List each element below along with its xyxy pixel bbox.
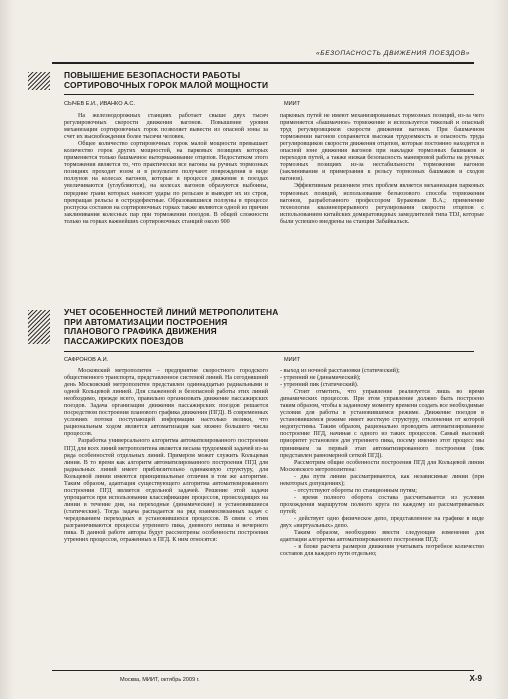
paragraph: парковых путей не имеют механизированных тормозных позиций, из-за чего применяется «башмачное» торможение и используется тяжелый и опасный труд регулировщиков скорости движения вагонов. При башмачном торможении вагонов сохраняется высокая трудоемкость и опасность труда регулировщиков скорости движения отцепов, которые постоянно находятся в опасной зоне движения вагонов при накладке тормозных башмаков и переходов путей, а также низкая безопасность маневровой работы на ручных тормозных позициях из-за нестабильности торможения вагонов (заклинивания и примерзания к рельсу тормозных башмаков и сходов вагонов). [280,113,484,183]
article2-title-rule [64,351,474,352]
article2-title-line: ПРИ АВТОМАТИЗАЦИИ ПОСТРОЕНИЯ [64,316,228,327]
article2-title [64,308,279,346]
article1-title [64,71,268,90]
paragraph: Эффективным решением этих проблем является механизация парковых тормозных позиций, использование безъюзового способа торможения вагонов, разработанного профессором Бураковым В.А.; применение технологии квазинепрерывного регулирования скорости отцепов с использованием китайских домкратовидных замедлителей типа TDJ, которые были успешно внедрены на станции Забайкальск. [280,183,484,225]
paragraph: Рассмотрим общие особенности построения ПГД для Кольцевой линии Московского метрополитена: [280,459,484,473]
list-item: - два пути линии рассматриваются, как независимые линии (при некоторых допущениях); [280,473,484,487]
list-item: - утренний не (динамический); [280,375,361,382]
article1-title-line: ПОВЫШЕНИЕ БЕЗОПАСНОСТИ РАБОТЫ [64,70,241,80]
article1-authors: СЫЧЕВ Е.И., ИВАНКО А.С. [64,101,136,107]
article1-left-column [64,113,268,226]
article2-affiliation: МИИТ [284,357,301,363]
article1-right-column [280,113,484,226]
article2-right-column [280,368,484,558]
list-item: - время полного оборота состава рассчитывается из условия прохождения маршрутом полного круга по каждому из рассматриваемых путей; [280,494,484,515]
paragraph: На железнодорожных станциях работает свыше двух тысяч регулировочных скорости движения вагонов. Повышение уровня механизации сортировочных горок позволяет вывести из опасной зоны за счет их высвобождения более тысячи человек. [64,113,268,141]
list-item: - действует одно физическое депо, представленное на графике в виде двух «виртуальных» депо. [280,515,484,530]
footer-rule [52,670,474,671]
article1-affiliation: МИИТ [284,101,301,107]
paragraph: Разработка универсального алгоритма автоматизированного построения ПГД для всех линий метрополитена является весьма трудоемкой задачей из-за ряда особенностей отдельных линий. Примером может служить Кольцевая линия. В то время как алгоритм автоматизированного построения ПГД для радиальных линий имеет приблизительно одинаковую структуру, для Кольцевой линии имеются принципиальные отличия в том же алгоритме. Таким образом, адаптация существующего алгоритма автоматизированного построения ПГД является отдельной задачей. Решение этой задачи упрощается при использовании классификации процессов, происходящих на линии в течение дня, на переходные (динамические) и установившиеся (статические). Тогда задача распадается на ряд взаимосвязанных задач с чередованием переходных и установившихся процессов. В связи с этим разграничиваются процессы утреннего пика, дневного непика и вечернего пика. В данной работе авторы будут рассмотрены особенности построения утренних процессов, отраженных в ПГД. К ним относятся: [64,438,268,544]
running-head: «БЕЗОПАСНОСТЬ ДВИЖЕНИЯ ПОЕЗДОВ» [316,50,470,57]
article2-left-column [64,368,268,544]
list-item: - отсутствуют обороты по станционным путям; [294,487,417,494]
article2-decor-hatch [28,310,50,344]
article2-title-line: ПЛАНОВОГО ГРАФИКА ДВИЖЕНИЯ [64,326,217,337]
article2-title-line: ПАССАЖИРСКИХ ПОЕЗДОВ [64,335,184,346]
list-item: - в блоке расчета размеров движения учитывать потребное количество составов для каждого пути отдельно; [280,544,484,558]
article2-title-line: УЧЕТ ОСОБЕННОСТЕЙ ЛИНИЙ МЕТРОПОЛИТЕНА [64,307,279,317]
top-rule [52,62,474,64]
paragraph: Общее количество сортировочных горок малой мощности превышает количество горок других мощностей, на парковых позициях которых применяется только башмачное вытормаживание отцепов. Недостатком этого торможения является то, что практически все вагоны на ручных тормозных позициях проходят юзом и в результате получают повреждения в виде ползунов на колесах вагонов, которые в процессе движения в поездах увеличиваются (углубляются), на колесах вагонов образуются выбоины, передние грани которых наносят удары по рельсам и выводят их из строя, превращая рельсы в остродефектные. Образовавшиеся ползуны в процессе роспуска составов на сортировочных горках также являются одной из причин заклинивания колесных пар при торможении поездов. В общей сложности только на горках важнейших сортировочных станций около 900 [64,141,268,225]
page-number: X-9 [469,674,482,683]
list-item: - выход из ночной расстановки (статический); [280,368,400,374]
article1-title-line: СОРТИРОВОЧНЫХ ГОРОК МАЛОЙ МОЩНОСТИ [64,79,269,90]
paragraph: Московский метрополитен – предприятие скоростного городского общественного транспорта, представленное системой линий. На сегодняшний день Московский метрополитен представлен одиннадцатью радиальными и одной Кольцевой линией. Для слаженной и безопасной работы этих линий необходимо, прежде всего, правильно организовать движение пассажирских поездов. Задача организации движения пассажирских поездов решается посредством построения планового графика движения (ПГД). В современных условиях потоки поступающей информации настолько велики, что рациональным ходом является автоматизация как можно большего числа процессов. [64,368,268,438]
footer-text: Москва, МИИТ, октябрь 2009 г. [120,677,200,683]
article1-title-rule [64,94,474,95]
list-item: - утренний пик (статический). [280,382,359,389]
paragraph: Таким образом, необходимо ввести следующие изменения для адаптации алгоритма автоматизированного построения ПГД: [280,530,484,544]
article2-authors: САФРОНОВ А.И. [64,357,109,363]
paragraph: Стоит отметить, что управление реализуется лишь во время динамических процессов. При этом управление должно быть построено таким образом, чтобы к заданному моменту времени создать все необходимые условия для работы в установившемся режиме. Движение поездов в установившемся режиме имеет жесткую структуру, отклонения от которой недопустимы. Таким образом, рационально проводить автоматизированное построение ПГД, начиная с одного из таких процессов. Самый высокий приоритет установлен для утреннего пика, посему именно этот процесс мы принимаем за первый этап автоматизированного построения (пик представлен равномерной сеткой ПГД). [280,389,484,459]
article1-decor-hatch [28,72,50,90]
